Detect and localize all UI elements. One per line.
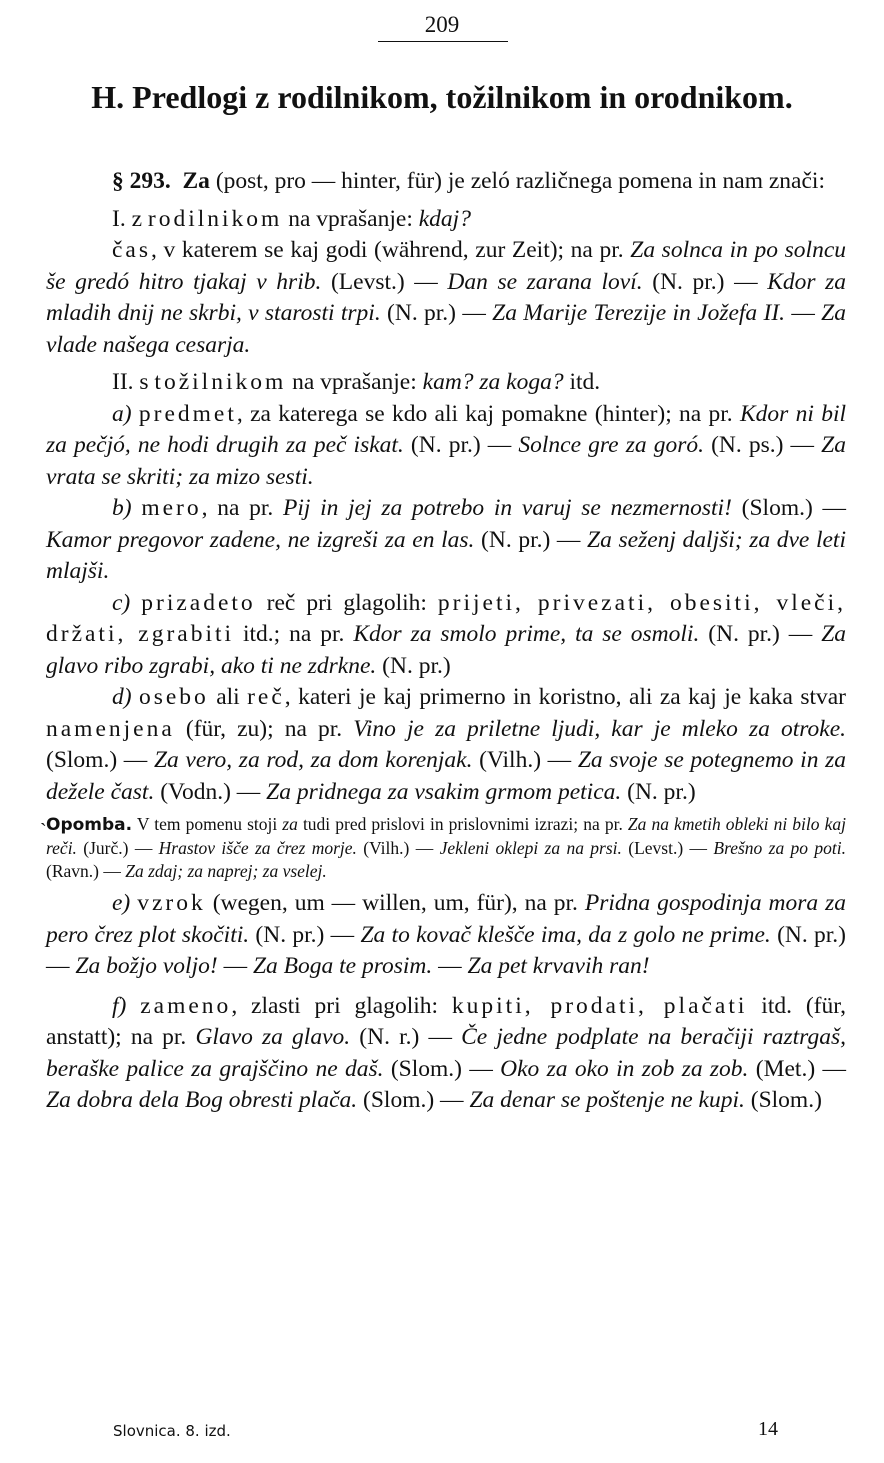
item-f-text-2: itd. (für, anstatt); na pr. bbox=[46, 992, 846, 1050]
item-b-source-1: (Slom.) — bbox=[731, 495, 847, 521]
cas-source-2: (N. pr.) — bbox=[642, 268, 768, 295]
part-2-tail: itd. bbox=[563, 369, 601, 395]
item-f-term: zameno bbox=[140, 992, 232, 1019]
cas-separator-4: — bbox=[785, 300, 822, 326]
remark-source-1: (Jurč.) — bbox=[76, 838, 159, 858]
item-d-term-1: osebo bbox=[138, 684, 209, 710]
item-a-letter: a) bbox=[112, 400, 132, 427]
part-1-term: rodilnikom bbox=[147, 205, 283, 232]
item-e-example-4: Za Boga te prosim. bbox=[252, 953, 433, 979]
item-e-term: vzrok bbox=[137, 890, 206, 916]
item-e-source-1: (N. pr.) — bbox=[249, 921, 361, 948]
item-e-separator-3: — bbox=[217, 953, 253, 979]
item-c-verbs: prijeti, privezati, obesiti, vleči, držati, zgrabiti bbox=[46, 589, 846, 647]
item-c-text-2: itd.; na pr. bbox=[234, 621, 354, 647]
footer-sheet-number: 14 bbox=[758, 1418, 778, 1440]
item-f-example-1: Glavo za glavo. bbox=[195, 1024, 351, 1050]
item-d-text-3: (für, zu); na pr. bbox=[174, 715, 354, 742]
cas-example-2: Dan se zarana loví. bbox=[447, 268, 643, 295]
item-d-source-2: (Vilh.) — bbox=[472, 747, 578, 773]
part-2-label: II. s bbox=[112, 369, 155, 395]
item-b-example-3: Za seženj daljši; za dve leti mlajši. bbox=[46, 526, 846, 584]
remark-example-4: Brešno za po poti. bbox=[713, 838, 846, 858]
remark-text-1: V tem pomenu stoji bbox=[132, 814, 283, 834]
item-d-letter: d) bbox=[112, 684, 132, 710]
item-f bbox=[46, 991, 846, 1117]
item-f-example-2: Če jedne podplate na beračiji raztrgaš, beraške palice za grajščino ne daš. bbox=[46, 1024, 846, 1082]
item-b-example-2: Kamor pregovor zadene, ne izgreši za en las. bbox=[46, 526, 475, 553]
footer-signature: Slovnica. 8. izd. bbox=[113, 1422, 231, 1440]
remark-note bbox=[46, 813, 846, 883]
cas-example-1: Za solnca in po solncu še gredó hitro tjakaj v hrib. bbox=[46, 237, 846, 295]
item-f-source-2: (Slom.) — bbox=[383, 1055, 501, 1082]
part-2-heading bbox=[46, 367, 846, 399]
item-e-example-5: Za pet krvavih ran! bbox=[467, 953, 650, 979]
page-number: 209 bbox=[424, 12, 460, 37]
section-293-intro bbox=[46, 166, 846, 198]
item-f-example-5: Za denar se poštenje ne kupi. bbox=[469, 1087, 745, 1113]
item-f-source-5: (Slom.) bbox=[744, 1087, 822, 1113]
item-e-example-2: Za to kovač klešče ima, da z golo ne prime. bbox=[360, 921, 771, 948]
item-d-source-4: (N. pr.) bbox=[621, 778, 696, 805]
item-e-example-3: Za božjo voljo! bbox=[75, 953, 218, 979]
item-b-text: , na pr. bbox=[201, 495, 283, 521]
print-speck-mark: ˋ bbox=[40, 820, 47, 842]
item-e bbox=[46, 888, 846, 983]
item-f-source-4: (Slom.) — bbox=[357, 1087, 470, 1113]
remark-text-2: tudi pred prislovi in prislovnimi izrazi; na pr. bbox=[297, 814, 628, 834]
item-d-example-3: Za svoje se potegnemo in za dežele čast. bbox=[46, 747, 846, 805]
cas-example-3: Kdor za mladih dnij ne skrbi, v starosti trpi. bbox=[46, 268, 846, 326]
item-c-text-1: reč pri glagolih: bbox=[255, 589, 438, 616]
item-d-term-3: namenjena bbox=[46, 715, 175, 742]
item-c-example-1: Kdor za smolo prime, ta se osmoli. bbox=[353, 621, 700, 647]
remark-example-3: Jekleni oklepi za na prsi. bbox=[439, 838, 622, 858]
item-d-example-2: Za vero, za rod, za dom korenjak. bbox=[153, 747, 473, 773]
section-keyword: Za bbox=[182, 168, 210, 194]
item-d-example-4: Za pridnega za vsakim grmom petica. bbox=[266, 778, 622, 805]
part-1-heading bbox=[46, 204, 846, 236]
item-a-example-1: Kdor ni bil za pečjó, ne hodi drugih za peč iskat. bbox=[46, 400, 847, 458]
page-number-rule bbox=[378, 41, 508, 42]
item-b-letter: b) bbox=[112, 495, 132, 521]
remark-example-2: Hrastov išče za črez morje. bbox=[158, 838, 357, 858]
remark-example-5: Za zdaj; za naprej; za vselej. bbox=[125, 861, 327, 881]
item-b-term: mero bbox=[141, 495, 202, 521]
part-1-label: I. z bbox=[112, 205, 148, 232]
item-d-text-1: ali bbox=[208, 684, 248, 710]
item-a bbox=[46, 399, 846, 494]
page-body bbox=[46, 166, 846, 1117]
item-a-term: predmet bbox=[138, 400, 237, 427]
item-d-example-1: Vino je za priletne ljudi, kar je mleko za otroke. bbox=[353, 715, 846, 742]
part-2-rest: na vprašanje: bbox=[286, 369, 423, 395]
item-d-source-1: (Slom.) — bbox=[46, 747, 154, 773]
item-f-example-3: Oko za oko in zob za zob. bbox=[500, 1055, 749, 1082]
item-c-term: prizadeto bbox=[141, 589, 256, 616]
cas-source-1: (Levst.) — bbox=[321, 268, 448, 295]
item-d bbox=[46, 682, 846, 808]
item-e-example-1: Pridna gospodinja mora za pero črez plot skočiti. bbox=[46, 890, 847, 948]
item-a-source-2: (N. ps.) — bbox=[703, 432, 822, 458]
item-b-example-1: Pij in jej za potrebo in varuj se nezmernosti! bbox=[282, 495, 732, 521]
item-a-source-1: (N. pr.) — bbox=[403, 432, 519, 458]
item-f-source-1: (N. r.) — bbox=[350, 1024, 462, 1050]
item-c bbox=[46, 588, 846, 683]
item-b bbox=[46, 493, 846, 588]
cas-text: , v katerem se kaj godi (während, zur Zeit); na pr. bbox=[151, 237, 631, 263]
item-f-example-4: Za dobra dela Bog obresti plača. bbox=[46, 1087, 358, 1113]
item-c-example-2: Za glavo ribo zgrabi, ako ti ne zdrkne. bbox=[46, 621, 847, 679]
item-f-letter: f) bbox=[112, 992, 127, 1019]
item-a-example-3: Za vrata se skriti; za mizo sesti. bbox=[46, 432, 846, 490]
item-f-verbs: kupiti, prodati, plačati bbox=[451, 992, 748, 1019]
item-e-separator-4: — bbox=[432, 953, 468, 979]
item-a-text: , za katerega se kdo ali kaj pomakne (hinter); na pr. bbox=[236, 400, 740, 427]
section-number: § 293. bbox=[112, 168, 171, 194]
remark-word: za bbox=[282, 814, 298, 834]
remark-source-2: (Vilh.) — bbox=[356, 838, 440, 858]
item-c-source-1: (N. pr.) — bbox=[699, 621, 822, 647]
remark-example-1: Za na kmetih obleki ni bilo kaj reči. bbox=[46, 814, 846, 858]
cas-source-3: (N. pr.) — bbox=[380, 300, 493, 326]
item-e-source-2: (N. pr.) — bbox=[46, 921, 847, 979]
section-intro-text: (post, pro — hinter, für) je zeló različnega pomena in nam znači: bbox=[209, 168, 825, 194]
item-a-example-2: Solnce gre za goró. bbox=[518, 432, 704, 458]
remark-source-3: (Levst.) — bbox=[621, 838, 714, 858]
item-f-text-1: , zlasti pri glagolih: bbox=[231, 992, 452, 1019]
part-1-question: kdaj? bbox=[418, 205, 471, 232]
part-2-question: kam? za koga? bbox=[422, 369, 564, 395]
item-f-source-3: (Met.) — bbox=[748, 1055, 846, 1082]
cas-example-4: Za Marije Terezije in Jožefa II. bbox=[492, 300, 786, 326]
item-b-source-2: (N. pr.) — bbox=[474, 526, 588, 553]
item-d-term-2: reč bbox=[247, 684, 285, 710]
cas-paragraph bbox=[46, 235, 846, 361]
chapter-heading: H. Predlogi z rodilnikom, tožilnikom in orodnikom. bbox=[91, 79, 793, 115]
cas-example-5: Za vlade našega cesarja. bbox=[46, 300, 846, 358]
remark-label: Opomba. bbox=[46, 815, 133, 835]
part-2-term: tožilnikom bbox=[154, 369, 287, 395]
item-c-source-2: (N. pr.) bbox=[376, 652, 451, 679]
cas-term: čas bbox=[112, 237, 152, 263]
remark-source-4: (Ravn.) — bbox=[46, 861, 126, 881]
item-e-text: (wegen, um — willen, um, für), na pr. bbox=[205, 890, 585, 916]
item-e-letter: e) bbox=[112, 890, 131, 916]
item-d-text-2: , kateri je kaj primerno in koristno, ali za kaj je kaka stvar bbox=[284, 684, 847, 710]
item-d-source-3: (Vodn.) — bbox=[154, 778, 267, 805]
part-1-rest: na vprašanje: bbox=[282, 205, 419, 232]
item-c-letter: c) bbox=[112, 589, 131, 616]
